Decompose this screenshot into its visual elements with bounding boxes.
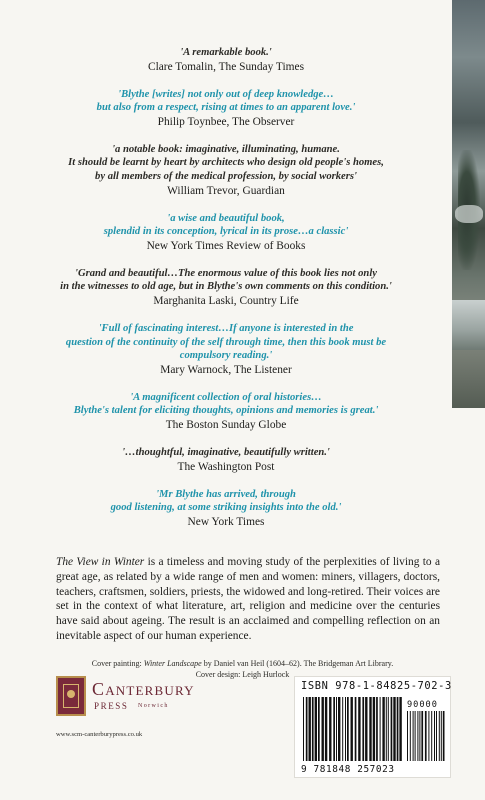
quote-source: William Trevor, Guardian [167,184,285,197]
quote-source: The Washington Post [177,460,275,473]
review-quotes [0,46,452,543]
quote-text: 'Grand and beautiful…The enormous value of this book lies not only in the witnesses to old age, but in Blythe's own comments on this condition.' [60,267,392,293]
blurb-title: The View in Winter [56,556,145,568]
publisher-sub: PRESS [94,701,129,711]
painting-snow-field [452,300,485,350]
quote-text: 'a wise and beautiful book, splendid in its conception, lyrical in its prose…a classic' [103,212,349,238]
emblem-dot [67,690,75,698]
quote-text: 'A magnificent collection of oral histories… Blythe's talent for eliciting thoughts, opinions and memories is great.' [73,391,379,417]
publisher-emblem-icon [56,676,86,716]
quote-source: Philip Toynbee, The Observer [157,115,295,128]
quote-source: The Boston Sunday Globe [165,418,287,431]
painting-credit-rest: by Daniel van Heil (1604–62). The Bridgeman Art Library. [201,659,394,668]
quote-text: 'Full of fascinating interest…If anyone is interested in the question of the continuity of the self through time, then this book must be compulsory reading.' [65,322,387,362]
review-quote [0,446,452,474]
cover-painting-strip [452,0,485,408]
isbn-barcode [294,676,451,778]
publisher-logo [56,676,246,728]
review-quote [0,212,452,253]
quote-text: 'Mr Blythe has arrived, through good listening, at some striking insights into the old.' [110,488,342,514]
publisher-url: www.scm-canterburypress.co.uk [56,731,143,738]
publisher-location: Norwich [138,703,169,709]
painting-title: Winter Landscape [143,659,202,668]
isbn-text: ISBN 978-1-84825-702-3 [301,680,452,692]
review-quote [0,143,452,198]
publisher-name: Canterbury [92,679,195,699]
quote-source: Mary Warnock, The Listener [160,363,292,376]
barcode-digits: 9 781848 257023 [301,764,395,775]
review-quote [0,267,452,308]
review-quote [0,488,452,529]
review-quote [0,46,452,74]
quote-text: 'A remarkable book.' [180,47,272,58]
quote-text: '…thoughtful, imaginative, beautifully written.' [122,446,330,458]
review-quote [0,391,452,432]
quote-source: New York Times Review of Books [146,239,306,252]
review-quote [0,88,452,129]
painting-credit [0,659,485,670]
addon-barcode-bars [407,711,445,761]
quote-text: 'Blythe [writes] not only out of deep knowledge… but also from a respect, rising at times to an apparent love.' [96,88,356,114]
painting-snow-patch [455,205,483,223]
review-quote [0,322,452,377]
quote-source: Clare Tomalin, The Sunday Times [147,60,305,73]
quote-source: Marghanita Laski, Country Life [153,294,299,307]
design-credit: Cover design: Leigh Hurlock [195,669,290,679]
price-code: 90000 [407,700,438,710]
painting-credit-prefix: Cover painting: [91,659,144,668]
book-blurb [56,555,440,644]
barcode-bars [303,697,403,761]
quote-text: 'a notable book: imaginative, illuminating, humane. It should be learnt by heart by architects who design old people's homes, by all members of the medical profession, by social workers' [68,143,384,182]
blurb-body: is a timeless and moving study of the perplexities of living to a great age, as related by a wide range of men and women: miners, villagers, doctors, teachers, craftsmen, soldiers, priests, the widowed and long-retired. Their voices are set in the context of what literature, art, religion and medicine over the centuries have said about ageing. The result is an acclaimed and compelling reflection on an inevitable aspect of our human experience. [56,556,440,642]
quote-source: New York Times [187,515,265,528]
